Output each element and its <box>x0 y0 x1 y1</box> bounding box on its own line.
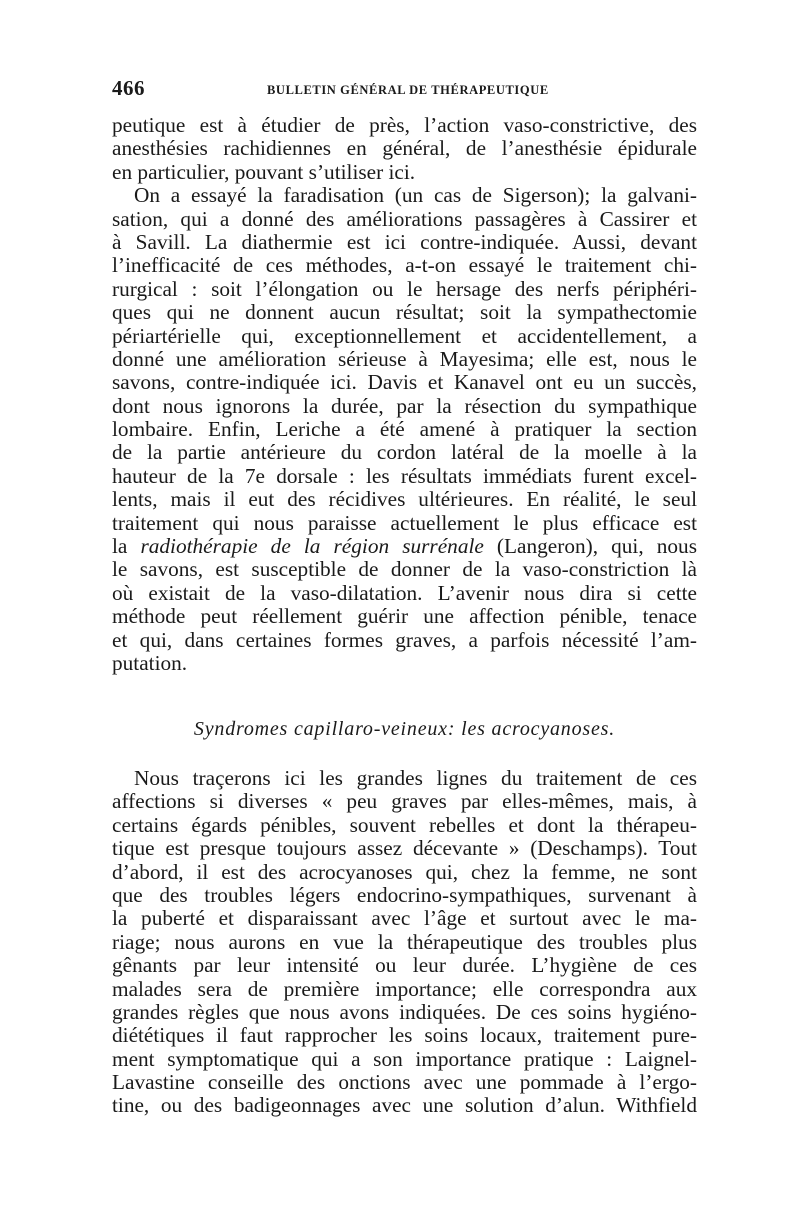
text-line: sation, qui a donné des améliorations passagères à Cassirer et <box>112 206 697 231</box>
text-line: hauteur de la 7e dorsale : les résultats immédiats furent excel- <box>112 463 697 488</box>
text-line: à Savill. La diathermie est ici contre-indiquée. Aussi, devant <box>112 229 697 254</box>
italic-phrase: radiothérapie de la région surrénale <box>140 534 484 559</box>
page-number: 466 <box>112 76 145 100</box>
text-line: où existait de la vaso-dilatation. L’avenir nous dira si cette <box>112 580 697 605</box>
text-line: grandes règles que nous avons indiquées. De ces soins hygiéno- <box>112 999 697 1024</box>
text-line: tine, ou des badigeonnages avec une solution d’alun. Withfield <box>112 1093 697 1118</box>
text-line: que des troubles légers endocrino-sympathiques, survenant à <box>112 882 697 907</box>
text-line: Lavastine conseille des onctions avec une pommade à l’ergo- <box>112 1070 697 1095</box>
text-line: ment symptomatique qui a son importance pratique : Laignel- <box>112 1046 697 1071</box>
section-paragraph <box>112 767 697 1118</box>
text-line: d’abord, il est des acrocyanoses qui, chez la femme, ne sont <box>112 859 697 884</box>
text-line: On a essayé la faradisation (un cas de Sigerson); la galvani- <box>134 183 697 208</box>
text-line: la puberté et disparaissant avec l’âge et surtout avec le ma- <box>112 906 697 931</box>
paragraph-continued <box>112 114 697 675</box>
text-line: traitement qui nous paraisse actuellement le plus efficace est <box>112 510 697 535</box>
text-line: riage; nous aurons en vue la thérapeutique des troubles plus <box>112 929 697 954</box>
text-line: le savons, est susceptible de donner de la vaso-constriction là <box>112 557 697 582</box>
text-line: de la partie antérieure du cordon latéral de la moelle à la <box>112 440 697 465</box>
text-line: lombaire. Enfin, Leriche a été amené à pratiquer la section <box>112 417 697 442</box>
text-line: diététiques il faut rapprocher les soins locaux, traitement pure- <box>112 1023 697 1048</box>
text-line: en particulier, pouvant s’utiliser ici. <box>112 159 416 184</box>
text-line: gênants par leur intensité ou leur durée. L’hygiène de ces <box>112 953 697 978</box>
text-line: rurgical : soit l’élongation ou le hersage des nerfs périphéri- <box>112 276 697 301</box>
text-line: tique est presque toujours assez décevante » (Deschamps). Tout <box>112 836 697 861</box>
running-header <box>112 76 697 106</box>
text-fragment: la <box>112 534 141 559</box>
text-line: certains égards pénibles, souvent rebelles et dont la thérapeu- <box>112 812 697 837</box>
text-line: ques qui ne donnent aucun résultat; soit la sympathectomie <box>112 300 697 325</box>
text-line: affections si diverses « peu graves par elles-mêmes, mais, à <box>112 789 697 814</box>
text-line: malades sera de première importance; elle correspondra aux <box>112 976 697 1001</box>
text-line: donné une amélioration sérieuse à Mayesima; elle est, nous le <box>112 346 697 371</box>
text-line: et qui, dans certaines formes graves, a parfois nécessité l’am- <box>112 627 697 652</box>
text-line: putation. <box>112 650 188 675</box>
text-line: savons, contre-indiquée ici. Davis et Kanavel ont eu un succès, <box>112 370 697 395</box>
text-line: lents, mais il eut des récidives ultérieures. En réalité, le seul <box>112 487 697 512</box>
text-line: méthode peut réellement guérir une affection pénible, tenace <box>112 604 697 629</box>
text-fragment: (Langeron), qui, nous <box>483 534 697 559</box>
text-line: Nous traçerons ici les grandes lignes du traitement de ces <box>134 766 697 790</box>
text-line: peutique est à étudier de près, l’action vaso-constrictive, des <box>112 113 697 137</box>
text-line: anesthésies rachidiennes en général, de l’anesthésie épidurale <box>112 136 697 161</box>
text-line: périartérielle qui, exceptionnellement et accidentellement, a <box>112 323 697 348</box>
text-line: l’inefficacité de ces méthodes, a-t-on essayé le traitement chi- <box>112 253 697 278</box>
journal-title: BULLETIN GÉNÉRAL DE THÉRAPEUTIQUE <box>267 83 549 97</box>
text-line: dont nous ignorons la durée, par la résection du sympathique <box>112 393 697 418</box>
text-line-with-italic <box>112 535 697 558</box>
section-heading: Syndromes capillaro-veineux: les acrocyanoses. <box>193 718 616 740</box>
